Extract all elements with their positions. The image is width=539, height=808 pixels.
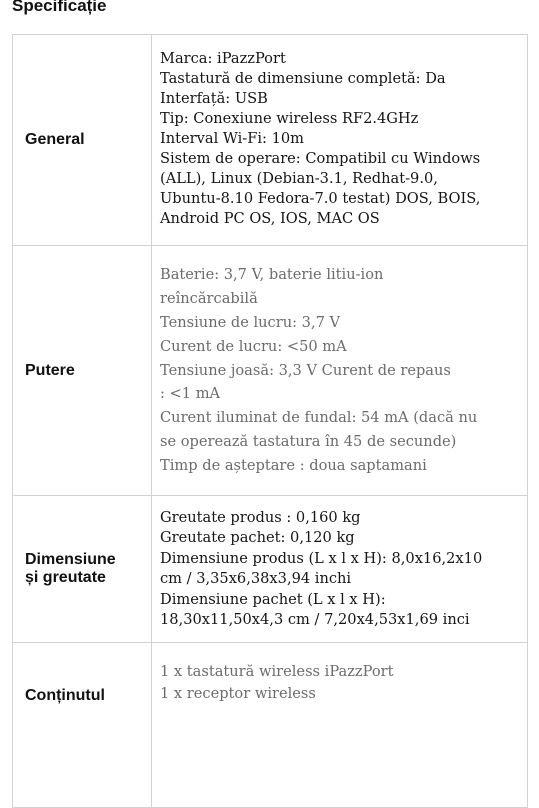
- spec-line: Dimensiune produs (L x l x H): 8,0x16,2x10: [160, 549, 483, 567]
- specification-table: [12, 34, 528, 808]
- spec-line: Curent iluminat de fundal: 54 mA (dacă nu: [160, 409, 478, 427]
- spec-line: Tastatură de dimensiune completă: Da: [160, 70, 446, 87]
- spec-line: Timp de așteptare : doua saptamani: [160, 456, 427, 474]
- spec-line: Tip: Conexiune wireless RF2.4GHz: [160, 110, 419, 127]
- spec-line: se operează tastatura în 45 de secunde): [160, 432, 457, 450]
- page-title: Specificație: [12, 0, 107, 15]
- table-row-power: [13, 246, 528, 496]
- row-value-contents: [152, 643, 528, 808]
- row-label-contents: Conținutul: [13, 643, 152, 808]
- spec-line: Ubuntu-8.10 Fedora-7.0 testat) DOS, BOIS,: [160, 190, 481, 207]
- spec-line: Interfață: USB: [160, 90, 268, 107]
- spec-line: Interval Wi-Fi: 10m: [160, 130, 304, 147]
- spec-line: 1 x receptor wireless: [160, 685, 316, 702]
- spec-line: Tensiune de lucru: 3,7 V: [160, 314, 341, 331]
- row-label-general: General: [13, 35, 152, 246]
- spec-line: cm / 3,35x6,38x3,94 inchi: [160, 570, 352, 587]
- table-row-dimensions: [13, 496, 528, 643]
- spec-line: : <1 mA: [160, 385, 221, 403]
- row-value-dimensions: [152, 496, 528, 643]
- spec-line: Dimensiune pachet (L x l x H):: [160, 590, 386, 608]
- spec-line: reîncărcabilă: [160, 290, 258, 308]
- row-label-line: Dimensiune: [25, 551, 116, 568]
- row-value-general: [152, 35, 528, 246]
- spec-line: Greutate produs : 0,160 kg: [160, 508, 361, 526]
- spec-line: 1 x tastatură wireless iPazzPort: [160, 663, 394, 680]
- row-label-power: Putere: [13, 246, 152, 496]
- row-label-line: și greutate: [25, 569, 106, 586]
- spec-line: Sistem de operare: Compatibil cu Windows: [160, 150, 481, 167]
- spec-line: Android PC OS, IOS, MAC OS: [160, 210, 380, 227]
- row-value-power: [152, 246, 528, 496]
- spec-line: 18,30x11,50x4,3 cm / 7,20x4,53x1,69 inci: [160, 611, 470, 628]
- spec-line: Tensiune joasă: 3,3 V Curent de repaus: [160, 361, 451, 379]
- spec-line: Greutate pachet: 0,120 kg: [160, 529, 355, 546]
- table-row-general: [13, 35, 528, 246]
- spec-line: Marca: iPazzPort: [160, 50, 286, 67]
- spec-line: (ALL), Linux (Debian-3.1, Redhat-9.0,: [160, 170, 438, 187]
- table-row-contents: [13, 643, 528, 808]
- spec-line: Curent de lucru: <50 mA: [160, 337, 347, 355]
- spec-line: Baterie: 3,7 V, baterie litiu-ion: [160, 266, 384, 284]
- row-label-dimensions: [13, 496, 152, 643]
